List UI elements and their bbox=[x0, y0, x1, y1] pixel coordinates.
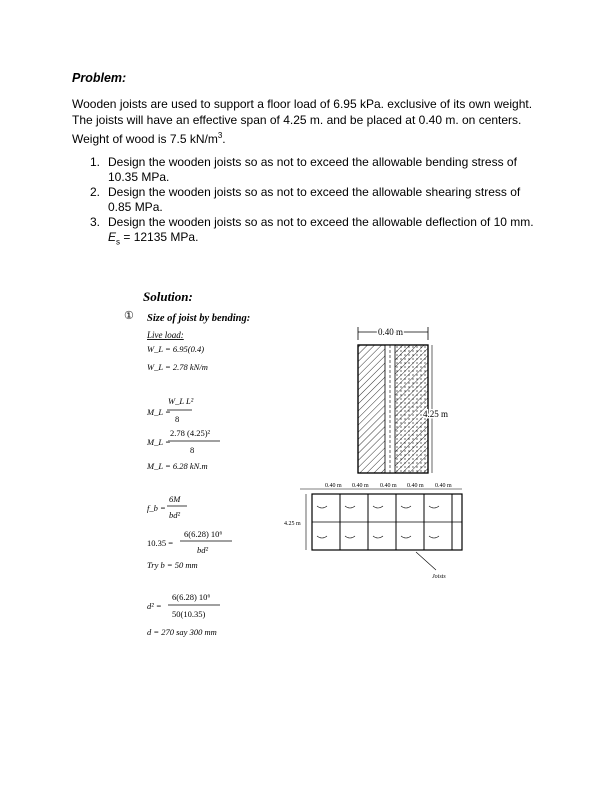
live-load-label: Live load: bbox=[147, 330, 184, 340]
period: . bbox=[222, 132, 226, 146]
fb2-numerator: 6(6.28) 10⁶ bbox=[184, 529, 223, 539]
requirement-item bbox=[90, 185, 540, 215]
requirements-list bbox=[90, 155, 540, 249]
plan-note-label: Joists bbox=[432, 574, 446, 580]
item-line: Design the wooden joists so as not to exceed the allowable bending stress of bbox=[108, 155, 517, 169]
fb-lhs: f_b = bbox=[147, 503, 166, 513]
modulus-line bbox=[108, 230, 540, 249]
problem-title: Problem: bbox=[72, 71, 127, 85]
ml2-numerator: 2.78 (4.25)² bbox=[170, 428, 211, 438]
fb2-denominator: bd² bbox=[197, 545, 209, 555]
item-line: Design the wooden joists so as not to exceed the allowable deflection of 10 mm. bbox=[108, 215, 534, 229]
requirement-item bbox=[90, 155, 540, 185]
plan-spacing-label: 0.40 m bbox=[407, 483, 424, 489]
modulus-symbol: E bbox=[108, 230, 117, 244]
fb-numerator: 6M bbox=[169, 494, 181, 504]
side-dimension-label: 4.25 m bbox=[423, 409, 449, 419]
floor-framing-plan bbox=[284, 483, 462, 580]
item-number: 1. bbox=[90, 155, 101, 169]
ml-lhs: M_L = bbox=[147, 407, 171, 417]
equation-wl-result: W_L = 2.78 kN/m bbox=[147, 362, 208, 372]
d2-lhs: d² = bbox=[147, 601, 162, 611]
unit-superscript: 3 bbox=[217, 131, 223, 140]
ml2-denominator: 8 bbox=[190, 445, 195, 455]
requirement-item bbox=[90, 215, 540, 249]
scanned-solution-image bbox=[112, 282, 552, 667]
item-number: 3. bbox=[90, 215, 101, 229]
item-line: Design the wooden joists so as not to exceed the allowable shearing stress of bbox=[108, 185, 521, 199]
d2-denominator: 50(10.35) bbox=[172, 609, 206, 619]
ml-numerator: W_L L² bbox=[168, 396, 194, 406]
plan-spacing-label: 0.40 m bbox=[325, 483, 342, 489]
problem-statement bbox=[72, 97, 542, 148]
problem-line-2: The joists will have an effective span of 4.25 m. and be placed at 0.40 m. on centers. bbox=[72, 112, 522, 127]
fb-denominator: bd² bbox=[169, 510, 181, 520]
step-marker: ① bbox=[124, 310, 134, 322]
plan-spacing-label: 0.40 m bbox=[380, 483, 397, 489]
step-title: Size of joist by bending: bbox=[147, 313, 251, 324]
tributary-area-figure bbox=[358, 327, 448, 473]
d2-numerator: 6(6.28) 10⁶ bbox=[172, 592, 211, 602]
try-b: Try b = 50 mm bbox=[147, 560, 198, 570]
plan-side-dimension-label: 4.25 m bbox=[284, 521, 301, 527]
problem-line-3 bbox=[72, 128, 542, 148]
item-number: 2. bbox=[90, 185, 101, 199]
ml-result: M_L = 6.28 kN.m bbox=[147, 461, 208, 471]
wood-weight-text: Weight of wood is 7.5 kN/m bbox=[72, 132, 218, 146]
problem-line-1: Wooden joists are used to support a floor load of 6.95 kPa. exclusive of its own weight. bbox=[72, 97, 533, 111]
equation-wl: W_L = 6.95(0.4) bbox=[147, 344, 205, 354]
plan-spacing-label: 0.40 m bbox=[435, 483, 452, 489]
plan-spacing-label: 0.40 m bbox=[352, 483, 369, 489]
item-line: 10.35 MPa. bbox=[108, 170, 170, 184]
modulus-value: = 12135 MPa. bbox=[120, 230, 199, 244]
solution-heading: Solution: bbox=[143, 289, 193, 304]
d-result: d = 270 say 300 mm bbox=[147, 627, 217, 637]
ml2-lhs: M_L = bbox=[147, 437, 171, 447]
ml-denominator: 8 bbox=[175, 414, 180, 424]
modulus-subscript: s bbox=[116, 237, 121, 247]
item-line: 0.85 MPa. bbox=[108, 200, 163, 214]
fb2-lhs: 10.35 = bbox=[147, 538, 174, 548]
top-dimension-label: 0.40 m bbox=[378, 327, 404, 337]
